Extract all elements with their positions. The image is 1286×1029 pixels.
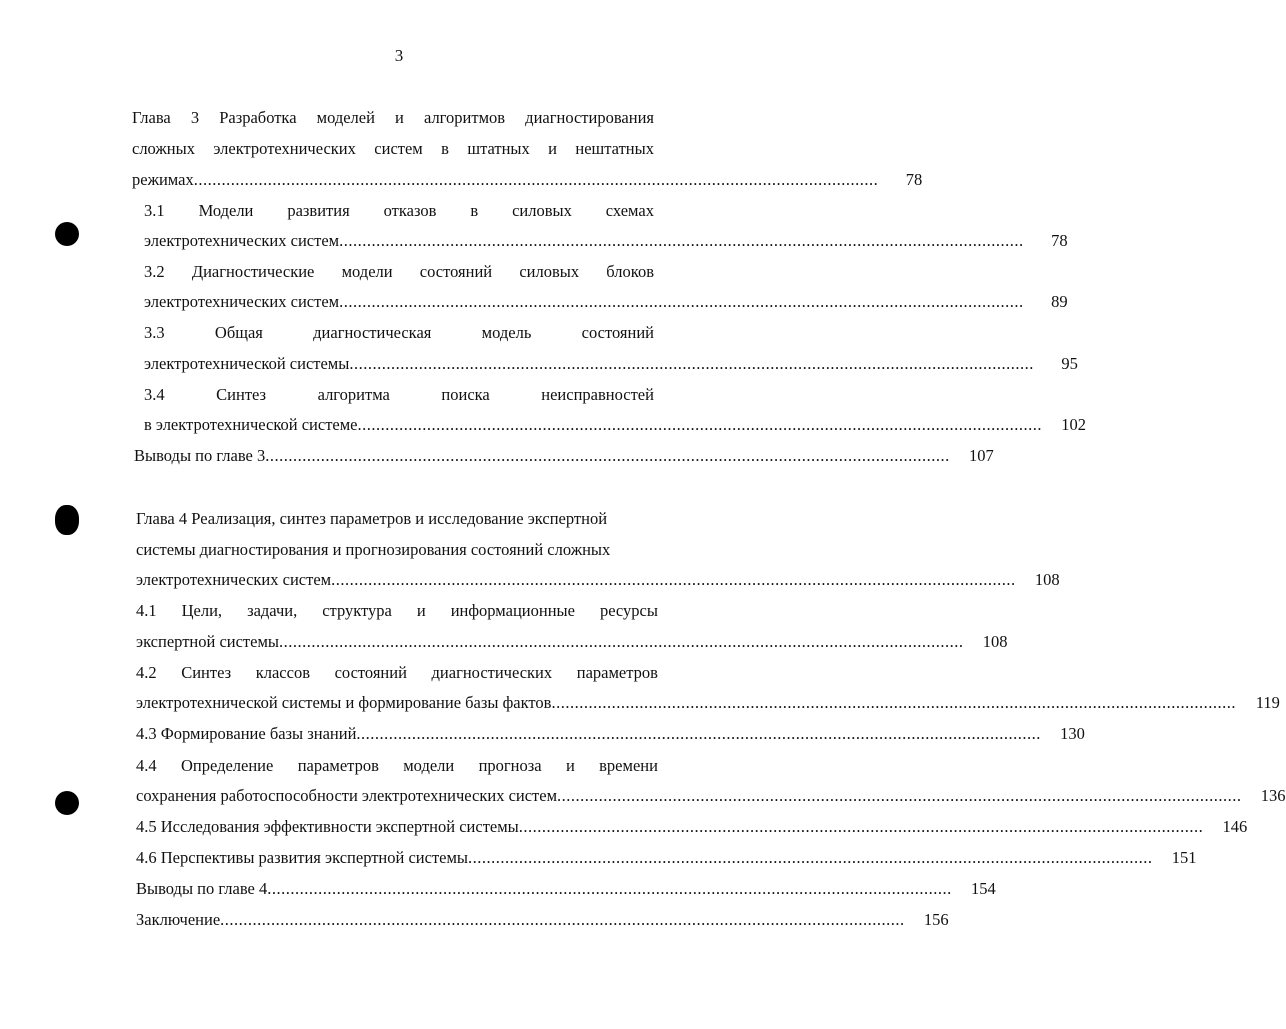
section-4-4-line-1: 4.4 Определение параметров модели прогноза и времени [136,756,658,775]
section-4-4-line-2: сохранения работоспособности электротехнических систем .................................................................................................................................................... 136 [136,784,702,808]
section-3-2-line-1: 3.2 Диагностические модели состояний силовых блоков [144,262,654,281]
dot-leader: .................................................................................................................................................... [518,817,1204,836]
page-number: 3 [394,46,404,65]
chapter-3-heading-line-1: Глава 3 Разработка моделей и алгоритмов диагностирования [132,108,654,127]
section-3-4-line-1: 3.4 Синтез алгоритма поиска неисправностей [144,385,654,404]
chapter-3-conclusions: Выводы по главе 3 .................................................................................................................................................... 107 [134,444,700,468]
binder-hole-mark [55,222,79,246]
final-conclusion: Заключение .................................................................................................................................................... 156 [136,908,702,932]
page-ref: 156 [923,910,949,929]
section-4-1-line-1: 4.1 Цели, задачи, структура и информационные ресурсы [136,601,658,620]
dot-leader: .................................................................................................................................................... [220,910,905,929]
page-ref: 151 [1171,848,1197,867]
dot-leader: .................................................................................................................................................... [357,415,1042,434]
section-3-3-line-1: 3.3 Общая диагностическая модель состояний [144,323,654,342]
dot-leader: .................................................................................................................................................... [349,354,1034,373]
page-ref: 89 [1051,292,1068,311]
section-4-2-line-1: 4.2 Синтез классов состояний диагностических параметров [136,663,658,682]
page-ref: 78 [905,170,923,189]
dot-leader: .................................................................................................................................................... [339,292,1024,311]
section-3-2-line-2: электротехнических систем .................................................................................................................................................... 89 [144,290,694,314]
chapter-4-heading-line-3: электротехнических систем .................................................................................................................................................... 108 [136,568,702,592]
section-4-6: 4.6 Перспективы развития экспертной системы .................................................................................................................................................... 151 [136,846,702,870]
section-3-3-line-2: электротехнической системы .................................................................................................................................................... 95 [144,352,694,376]
dot-leader: .................................................................................................................................................... [551,693,1236,712]
page-ref: 119 [1255,693,1280,712]
section-4-1-line-2: экспертной системы .................................................................................................................................................... 108 [136,630,702,654]
section-4-5: 4.5 Исследования эффективности экспертной системы .................................................................................................................................................... 146 [136,815,702,839]
page-ref: 102 [1061,415,1086,434]
page-ref: 95 [1061,354,1078,373]
section-4-2-line-2: электротехнической системы и формирование базы фактов .................................................................................................................................................... 119 [136,691,702,715]
dot-leader: .................................................................................................................................................... [468,848,1153,867]
page-ref: 78 [1051,231,1068,250]
chapter-3-heading-line-3: режимах .................................................................................................................................................... 78 [132,168,694,192]
dot-leader: .................................................................................................................................................... [557,786,1242,805]
dot-leader: .................................................................................................................................................... [193,170,879,189]
dot-leader: .................................................................................................................................................... [265,446,950,465]
page-ref: 108 [982,632,1008,651]
dot-leader: .................................................................................................................................................... [331,570,1016,589]
binder-hole-mark [55,505,79,535]
dot-leader: .................................................................................................................................................... [267,879,952,898]
page-ref: 146 [1222,817,1248,836]
dot-leader: .................................................................................................................................................... [278,632,964,651]
section-3-4-line-2: в электротехнической системе .................................................................................................................................................... 102 [144,413,700,437]
page-ref: 154 [971,879,996,898]
page-ref: 107 [969,446,994,465]
binder-hole-mark [55,791,79,815]
page-ref: 136 [1260,786,1286,805]
chapter-4-heading-line-2: системы диагностирования и прогнозирования состояний сложных [136,540,611,559]
section-3-1-line-2: электротехнических систем .................................................................................................................................................... 78 [144,229,694,253]
section-4-3: 4.3 Формирование базы знаний .................................................................................................................................................... 130 [136,722,702,746]
chapter-4-conclusions: Выводы по главе 4 .................................................................................................................................................... 154 [136,877,702,901]
section-3-1-line-1: 3.1 Модели развития отказов в силовых схемах [144,201,654,220]
chapter-4-heading-line-1: Глава 4 Реализация, синтез параметров и исследование экспертной [136,509,608,528]
page-ref: 108 [1034,570,1060,589]
dot-leader: .................................................................................................................................................... [356,724,1041,743]
page-ref: 130 [1060,724,1085,743]
chapter-3-heading-line-2: сложных электротехнических систем в штатных и нештатных [132,139,654,158]
dot-leader: .................................................................................................................................................... [339,231,1024,250]
